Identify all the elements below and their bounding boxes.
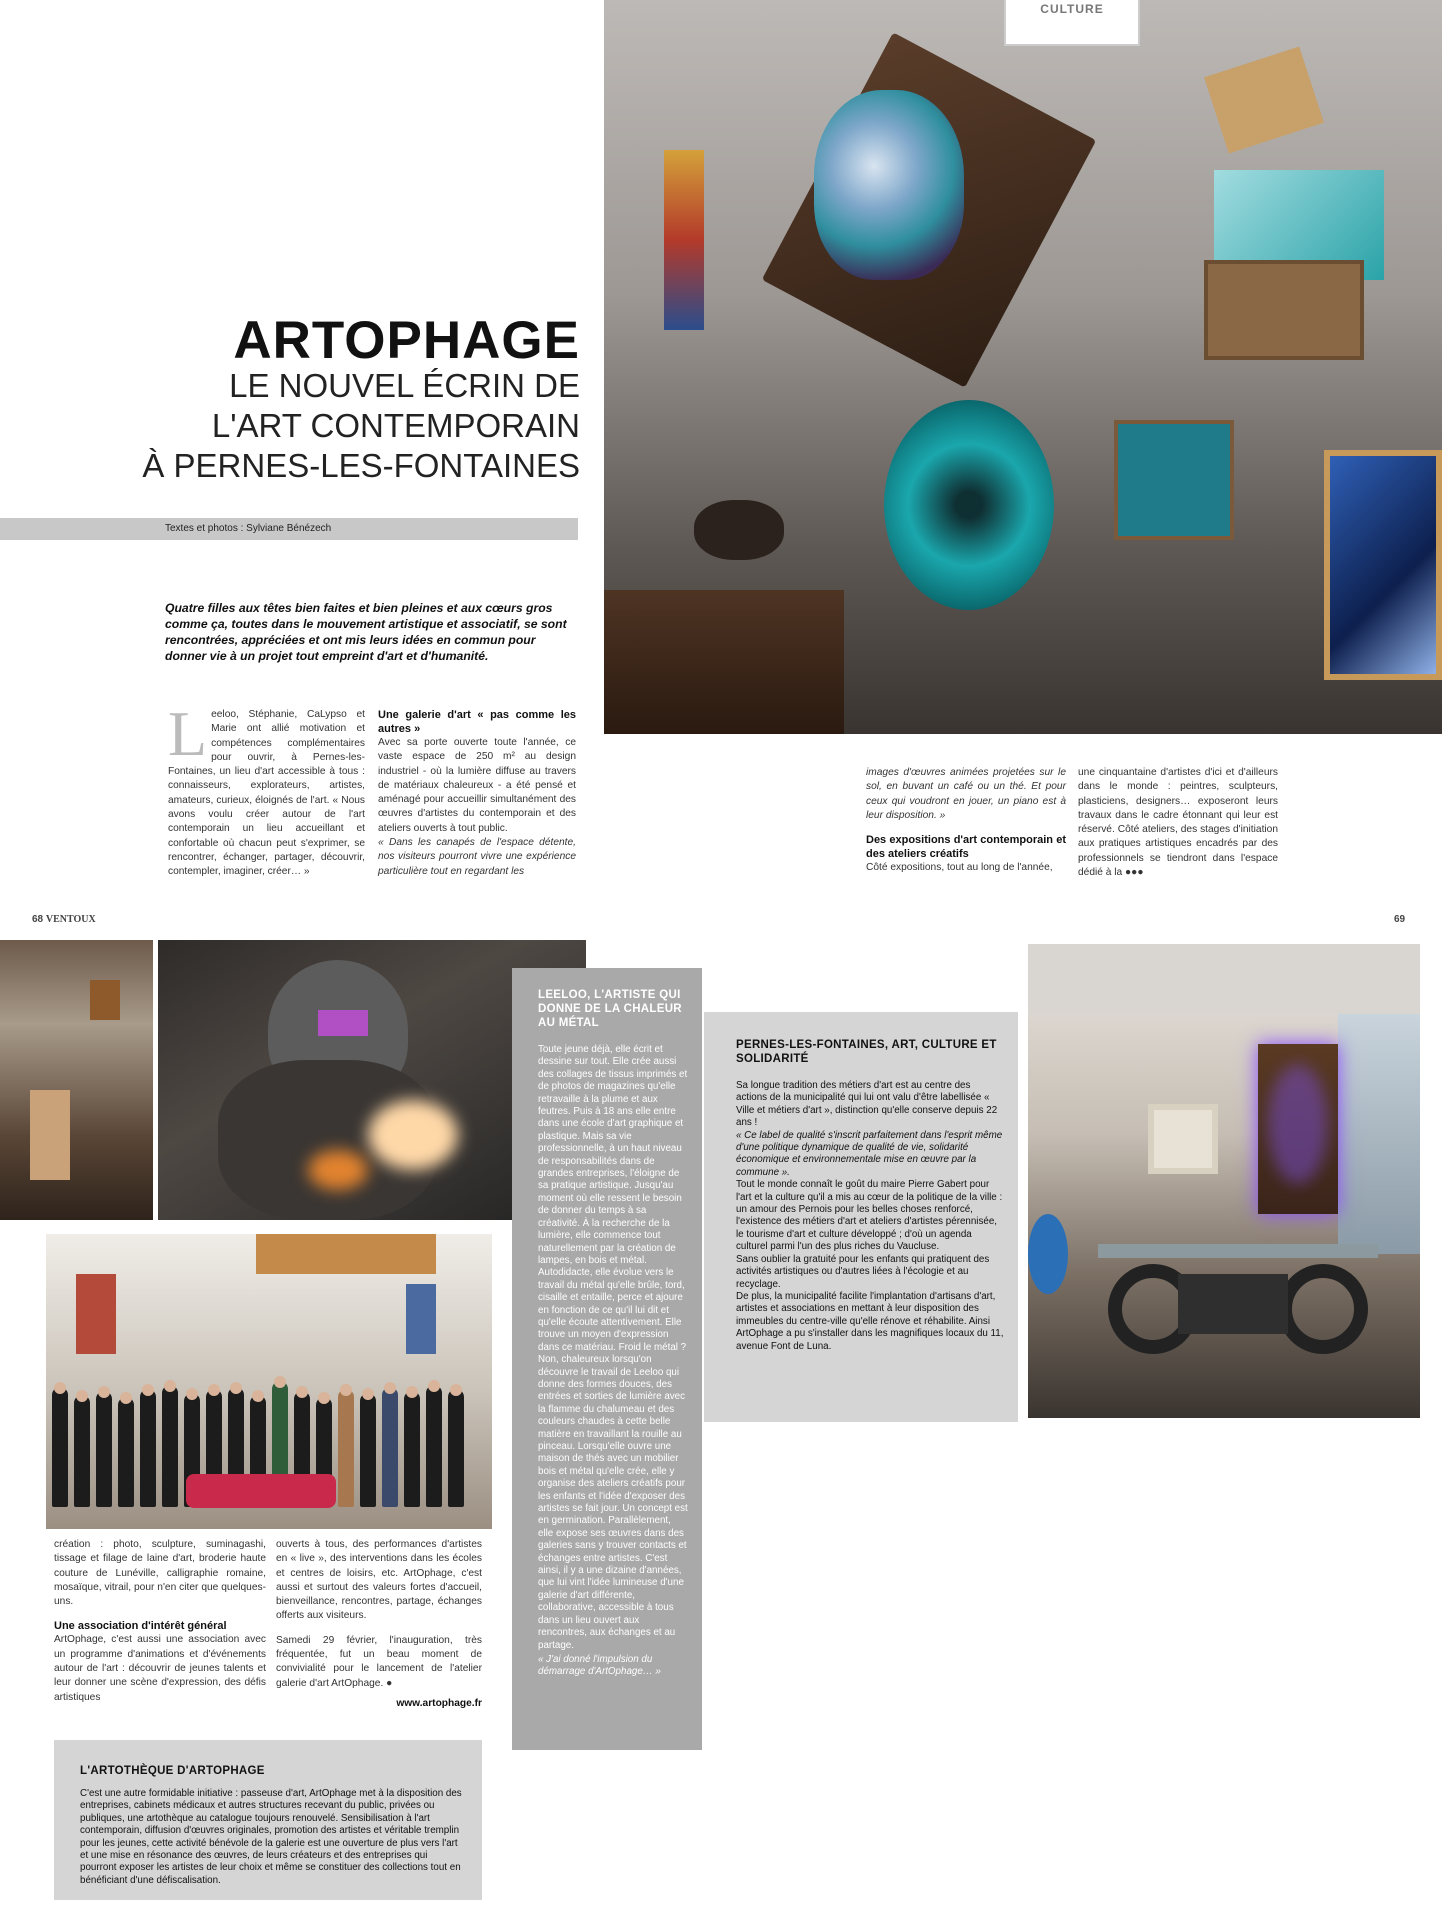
pernes-box — [704, 1012, 1018, 1422]
box-quote: « Ce label de qualité s'inscrit parfaitement dans l'esprit même d'une politique dynamique de qualité de vie, solidarité économique et environnementale mise en œuvre par la commune ». — [736, 1129, 1003, 1178]
subtitle-line: LE NOUVEL ÉCRIN DE — [229, 367, 580, 404]
bottom-column-2 — [276, 1538, 482, 1711]
artotheque-box — [54, 1740, 482, 1900]
body-text: eeloo, Stéphanie, CaLypso et Marie ont allié motivation et compétences complémentaires pour ouvrir, à Pernes-les-Fontaines, un lieu d'art accessible à tous : connaisseurs, explorateurs, artistes, amateurs, curieux, éloignés de l'art. « Nous avons voulu créer autour de l'art contemporain un lieu accueillant et confortable où chacun peut s'exprimer, se rencontrer, échanger, partager, découvrir, contempler, imaginer, créer… » — [168, 709, 365, 878]
section-heading: Une galerie d'art « pas comme les autres » — [378, 709, 576, 735]
article-subtitle — [120, 366, 580, 486]
body-text: ouverts à tous, des performances d'artistes en « live », des interventions dans les écoles et centres de loisirs, etc. ArtOphage, c'est aussi et surtout des valeurs fortes d'accueil, bienveillance, rencontres, partage, échanges offerts aux visiteurs. — [276, 1539, 482, 1622]
subtitle-line: À PERNES-LES-FONTAINES — [142, 447, 580, 484]
drop-cap: L — [168, 698, 208, 769]
page-number-right: 69 — [1394, 914, 1406, 925]
box-text: Sans oublier la gratuité pour les enfants qui pratiquent des activités artistiques ou d'autres liées à l'écologie et au recyclage. — [736, 1253, 990, 1290]
article-title: ARTOPHAGE — [233, 311, 580, 370]
bottom-column-1 — [54, 1538, 266, 1705]
body-text: une cinquantaine d'artistes d'ici et d'ailleurs dans le monde : peintres, sculpteurs, plasticiens, designers… exposeront leurs travaux dans le cadre étonnant qui leur est réservé. Côté ateliers, des stages d'initiation aux pratiques artistiques encadrés par des professionnels se tiendront dans l'espace dédié à la ●●● — [1078, 767, 1278, 879]
gallery-interior-photo — [604, 0, 1442, 734]
box-text: C'est une autre formidable initiative : passeuse d'art, ArtOphage met à la disposition des entreprises, cabinets médicaux et autres structures recevant du public, privées ou publiques, une artothèque au catalogue toujours renouvelé. Sensibilisation à l'art contemporain, diffusion d'œuvres originales, promotion des artistes et véritable tremplin pour les jeunes, cette activité bénévole de la galerie est une ouverture de plus vers l'art et une mise en résonance des œuvres, de leurs créateurs et des entreprises qui pourront exposer les artistes de leur choix et même se constituer des collections tout en bénéficiant d'une défiscalisation. — [80, 1788, 462, 1886]
sidebar-title: LEELOO, L'ARTISTE QUI DONNE DE LA CHALEUR AU MÉTAL — [538, 989, 682, 1029]
body-text: Samedi 29 février, l'inauguration, très fréquentée, fut un beau moment de convivialité pour le lancement de l'atelier galerie d'art ArtOphage. ● — [276, 1634, 482, 1689]
website-link[interactable]: www.artophage.fr — [396, 1697, 482, 1709]
body-quote: images d'œuvres animées projetées sur le sol, en buvant un café ou un thé. Et pour ceux qui voudront en jouer, un piano est à leur disposition. » — [866, 767, 1066, 821]
box-text: Tout le monde connaît le goût du maire Pierre Gabert pour l'art et la culture qu'il a mis au cœur de la politique de la ville : un amour des Pernois pour les belles choses renforcé, l'existence des métiers d'art et ateliers d'artistes pérennisée, le tourisme d'art et culture développé ; d'où un agenda culturel parmi l'un des plus riches du Vaucluse. — [736, 1179, 1003, 1253]
photo-credit: Textes et photos : Sylviane Bénézech — [165, 523, 332, 534]
box-title: PERNES-LES-FONTAINES, ART, CULTURE ET SOLIDARITÉ — [736, 1039, 997, 1065]
inauguration-group-photo — [46, 1234, 492, 1529]
body-text: ArtOphage, c'est aussi une association avec un programme d'animations et d'événements autour de l'art : découvrir de jeunes talents et leur donner une scène d'expression, des défis artistiques — [54, 1634, 266, 1703]
workshop-photo — [0, 940, 153, 1220]
sidebar-quote: « J'ai donné l'impulsion du démarrage d'ArtOphage… » — [538, 1653, 661, 1678]
body-column-1 — [168, 698, 365, 880]
section-tag: CULTURE — [1004, 0, 1140, 46]
section-heading: Des expositions d'art contemporain et des ateliers créatifs — [866, 834, 1066, 861]
box-text: De plus, la municipalité facilite l'implantation d'artisans d'art, artistes et associations en mettant à leur disposition des immeubles du centre-ville qu'elle rénove et réhabilite. Ainsi ArtOphage a pu s'installer dans les magnifiques locaux du 11, avenue Font de Luna. — [736, 1290, 1004, 1352]
article-intro: Quatre filles aux têtes bien faites et bien pleines et aux cœurs gros comme ça, toutes dans le mouvement artistique et associatif, se sont rencontrées, appréciées et ont mis leurs idées en commun pour donner vie à un projet tout empreint d'art et d'humanité. — [165, 601, 567, 663]
box-text: Sa longue tradition des métiers d'art est au centre des actions de la municipalité qui lui ont valu d'être labellisée « Ville et métiers d'art », distinction qu'elle conserve depuis 22 ans ! — [736, 1080, 998, 1129]
sidebar-text: Toute jeune déjà, elle écrit et dessine sur tout. Elle crée aussi des collages de tissus imprimés et de photos de magazines qu'elle retravaille à la plume et aux feutres. Puis à 18 ans elle entre dans une école d'art graphique et plastique. Mais sa vie professionnelle, à un haut niveau de responsabilités dans de grandes entreprises, l'éloigne de sa pratique artistique. Jusqu'au moment où elle ressent le besoin de donner du temps à sa créativité. À la recherche de la lumière, elle commence tout naturellement par la création de lampes, en bois et métal. Autodidacte, elle évolue vers le travail du métal qu'elle brûle, tord, cisaille et entaille, perce et ajoure en fonction de ce qu'il lui dit et qu'elle écoute attentivement. Elle trouve un moyen d'expression dans ce matériau. Froid le métal ? Non, chaleureux lorsqu'on découvre le travail de Leeloo qui donne des formes douces, des entrées et sorties de lumière avec la flamme du chalumeau et des couleurs chaudes à cette belle matière en travaillant la rouille au pinceau. Lorsqu'elle ouvre une maison de thés avec un mobilier bois et métal qu'elle crée, elle y organise des ateliers créatifs pour les enfants et l'idée d'exposer des artistes se fait jour. Un concept est en germination. Parallèlement, elle expose ses œuvres dans des galeries sans y trouver contacts et échanges entre artistes. C'est ainsi, il y a une dizaine d'années, que lui vint l'idée lumineuse d'une galerie d'art différente, collaborative, accessible à tous dans un lieu ouvert aux rencontres, aux échanges et au partage. — [538, 1044, 688, 1651]
body-text: Avec sa porte ouverte toute l'année, ce vaste espace de 250 m² au design industriel - où la lumière diffuse au travers de matériaux chaleureux - a été pensé et aménagé pour accueillir simultanément des œuvres d'artistes du contemporain et des ateliers ouverts à tout public. — [378, 737, 576, 834]
box-title: L'ARTOTHÈQUE D'ARTOPHAGE — [80, 1765, 265, 1777]
body-column-4 — [1078, 766, 1278, 880]
magazine-brand: VENTOUX — [45, 914, 96, 925]
body-column-3 — [866, 766, 1066, 875]
leeloo-sidebar — [512, 968, 702, 1750]
motorcycle-table-photo — [1028, 944, 1420, 1418]
body-text: création : photo, sculpture, suminagashi, tissage et filage de laine d'art, broderie haute couture de Lunéville, calligraphie romaine, mosaïque, vitrail, pour n'en citer que quelques-uns. — [54, 1539, 266, 1608]
body-text: Côté expositions, tout au long de l'année, — [866, 862, 1053, 874]
body-column-2 — [378, 708, 576, 879]
section-heading: Une association d'intérêt général — [54, 1620, 227, 1633]
subtitle-line: L'ART CONTEMPORAIN — [211, 407, 580, 444]
page-number-left: 68 VENTOUX — [32, 914, 96, 925]
body-quote: « Dans les canapés de l'espace détente, nos visiteurs pourront vivre une expérience particulière tout en regardant les — [378, 837, 576, 877]
